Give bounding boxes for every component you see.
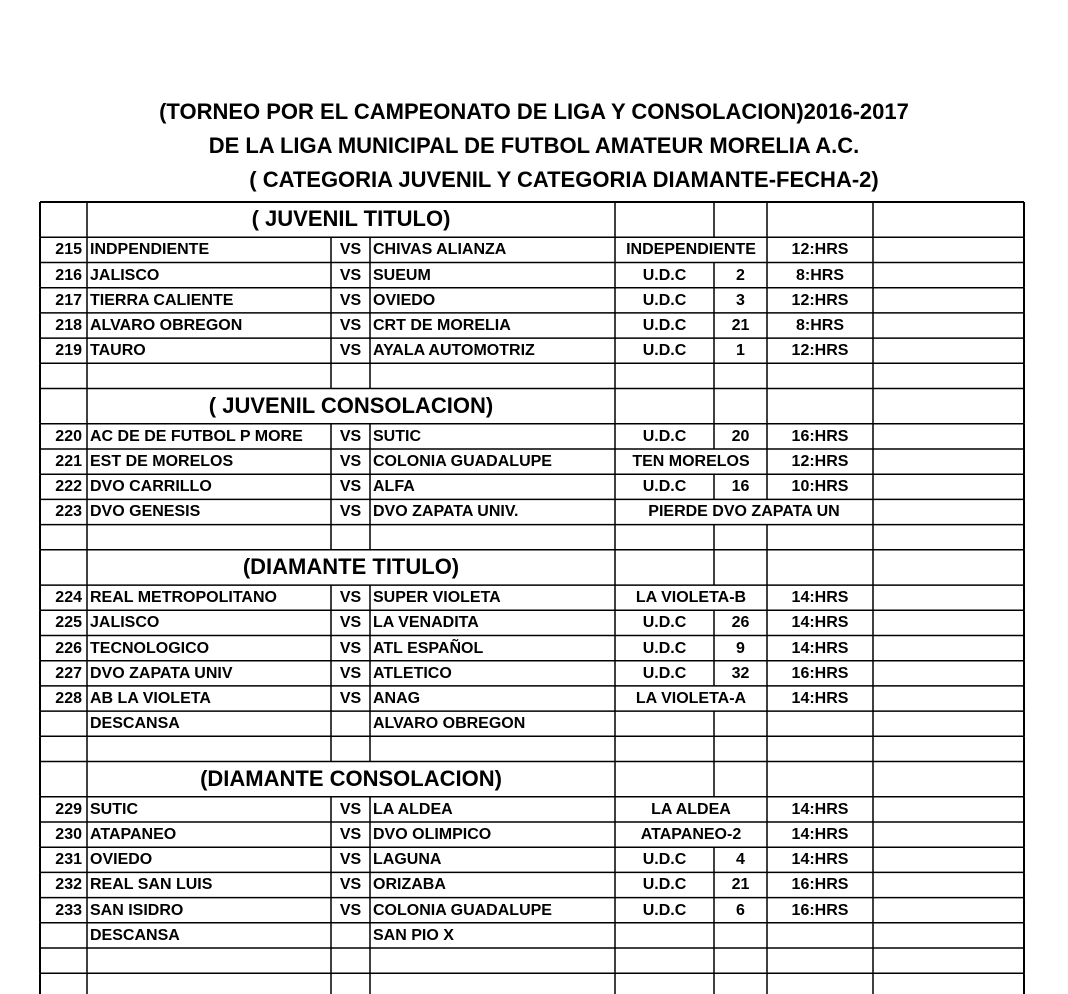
away-team: ORIZABA — [373, 876, 446, 894]
versus-label: VS — [339, 453, 362, 470]
home-team: ATAPANEO — [90, 826, 177, 843]
match-time: 8:HRS — [795, 266, 844, 284]
match-number: 224 — [55, 589, 82, 607]
home-team: DVO GENESIS — [90, 503, 201, 521]
match-time — [767, 711, 873, 736]
home-team: JALISCO — [90, 614, 160, 632]
versus-label: VS — [339, 266, 362, 284]
field-number: 26 — [731, 614, 750, 632]
away-team: DVO ZAPATA UNIV. — [373, 503, 519, 521]
match-number: 227 — [55, 664, 82, 682]
section-title: (DIAMANTE CONSOLACION) — [200, 765, 502, 791]
home-team: TECNOLOGICO — [90, 639, 210, 657]
away-team: ATLETICO — [373, 664, 452, 682]
venue: U.D.C — [642, 427, 687, 445]
field-number: 4 — [736, 851, 745, 869]
section-title: ( JUVENIL TITULO) — [251, 206, 451, 231]
header-title-line-2: DE LA LIGA MUNICIPAL DE FUTBOL AMATEUR MORELIA A.C. — [208, 133, 860, 158]
match-number — [40, 711, 82, 736]
match-time — [767, 923, 873, 948]
match-time: 12:HRS — [791, 453, 849, 470]
away-team: ATL ESPAÑOL — [373, 639, 484, 657]
venue — [615, 923, 714, 948]
match-time: 12:HRS — [791, 291, 849, 309]
field-number: 21 — [731, 876, 750, 894]
result-note: PIERDE DVO ZAPATA UN — [648, 503, 840, 521]
away-team: SUPER VIOLETA — [373, 589, 501, 607]
venue: U.D.C — [642, 291, 687, 309]
away-team: CRT DE MORELIA — [373, 316, 511, 334]
home-team: DVO ZAPATA UNIV — [90, 664, 233, 682]
match-number: 232 — [55, 876, 82, 894]
home-team: DVO CARRILLO — [90, 478, 212, 496]
versus-label: VS — [339, 664, 362, 682]
field-number — [714, 923, 767, 948]
venue: U.D.C — [642, 478, 687, 496]
section-title: ( JUVENIL CONSOLACION) — [208, 392, 494, 418]
match-time: 12:HRS — [791, 342, 849, 360]
away-team: ALVARO OBREGON — [373, 715, 526, 733]
away-team: DVO OLIMPICO — [373, 826, 492, 843]
match-time: 8:HRS — [795, 316, 844, 334]
match-time: 12:HRS — [791, 241, 849, 259]
venue: U.D.C — [642, 901, 687, 919]
away-team: SUTIC — [373, 427, 421, 445]
match-number: 223 — [55, 503, 82, 521]
match-number: 231 — [55, 851, 82, 869]
versus-label: VS — [339, 342, 362, 360]
away-team: LA ALDEA — [373, 800, 453, 818]
match-time: 16:HRS — [791, 901, 849, 919]
versus-label: VS — [339, 800, 362, 818]
field-number — [714, 711, 767, 736]
versus-label: VS — [339, 689, 362, 707]
home-team: DESCANSA — [90, 715, 180, 733]
match-number: 228 — [55, 689, 82, 707]
venue: LA VIOLETA-B — [635, 589, 747, 607]
away-team: OVIEDO — [373, 291, 436, 309]
away-team: AYALA AUTOMOTRIZ — [373, 342, 535, 360]
home-team: ALVARO OBREGON — [90, 316, 243, 334]
away-team: COLONIA GUADALUPE — [373, 453, 552, 470]
venue: U.D.C — [642, 664, 687, 682]
versus-label: VS — [339, 639, 362, 657]
versus-label: VS — [339, 291, 362, 309]
field-number: 3 — [736, 291, 745, 309]
match-time: 10:HRS — [791, 478, 849, 496]
home-team: DESCANSA — [90, 926, 180, 944]
versus-label — [331, 711, 370, 736]
venue: U.D.C — [642, 266, 687, 284]
document-header — [0, 95, 1068, 197]
match-number: 215 — [55, 241, 82, 259]
home-team: TAURO — [90, 342, 146, 360]
match-number: 225 — [55, 614, 82, 632]
venue: ATAPANEO-2 — [640, 826, 742, 843]
match-time: 16:HRS — [791, 876, 849, 894]
home-team: EST DE MORELOS — [90, 453, 234, 470]
match-time: 14:HRS — [791, 851, 849, 869]
match-number: 217 — [55, 291, 82, 309]
away-team: ALFA — [373, 478, 415, 496]
field-number: 6 — [736, 901, 745, 919]
venue: TEN MORELOS — [632, 453, 750, 470]
versus-label: VS — [339, 427, 362, 445]
venue: U.D.C — [642, 614, 687, 632]
away-team: CHIVAS ALIANZA — [373, 241, 507, 259]
match-number: 230 — [55, 826, 82, 843]
section-title: (DIAMANTE TITULO) — [242, 553, 460, 579]
match-number: 229 — [55, 800, 82, 818]
match-number: 222 — [55, 478, 82, 496]
home-team: OVIEDO — [90, 851, 153, 869]
field-number: 1 — [736, 342, 745, 360]
match-number: 216 — [55, 266, 82, 284]
field-number: 21 — [731, 316, 750, 334]
versus-label: VS — [339, 901, 362, 919]
home-team: REAL METROPOLITANO — [90, 589, 277, 607]
venue: U.D.C — [642, 639, 687, 657]
home-team: REAL SAN LUIS — [90, 876, 213, 894]
field-number: 2 — [736, 266, 745, 284]
match-time: 16:HRS — [791, 664, 849, 682]
header-title-line-1: (TORNEO POR EL CAMPEONATO DE LIGA Y CONSOLACION)2016-2017 — [159, 99, 909, 124]
versus-label: VS — [339, 241, 362, 259]
versus-label: VS — [339, 851, 362, 869]
home-team: AC DE DE FUTBOL P MORE — [90, 427, 303, 445]
match-time: 14:HRS — [791, 800, 849, 818]
header-title-line-3: ( CATEGORIA JUVENIL Y CATEGORIA DIAMANTE-FECHA-2) — [249, 167, 879, 192]
versus-label: VS — [339, 826, 362, 843]
home-team: AB LA VIOLETA — [90, 689, 211, 707]
match-number: 233 — [55, 901, 82, 919]
match-number: 218 — [55, 316, 82, 334]
venue: INDEPENDIENTE — [626, 241, 756, 259]
home-team: TIERRA CALIENTE — [90, 291, 234, 309]
home-team: INDPENDIENTE — [90, 241, 210, 259]
home-team: SAN ISIDRO — [90, 901, 184, 919]
venue: LA ALDEA — [651, 800, 731, 818]
versus-label: VS — [339, 503, 362, 521]
venue: U.D.C — [642, 876, 687, 894]
match-number: 220 — [55, 427, 82, 445]
away-team: SAN PIO X — [373, 926, 454, 944]
home-team: SUTIC — [90, 800, 138, 818]
match-time: 14:HRS — [791, 689, 849, 707]
versus-label: VS — [339, 614, 362, 632]
versus-label: VS — [339, 316, 362, 334]
match-number: 221 — [55, 453, 82, 470]
venue — [615, 711, 714, 736]
away-team: ANAG — [373, 689, 421, 707]
away-team: LA VENADITA — [373, 614, 479, 632]
away-team: LAGUNA — [373, 851, 442, 869]
match-time: 14:HRS — [791, 589, 849, 607]
home-team: JALISCO — [90, 266, 160, 284]
venue: LA VIOLETA-A — [635, 689, 747, 707]
away-team: COLONIA GUADALUPE — [373, 901, 552, 919]
versus-label: VS — [339, 589, 362, 607]
match-time: 14:HRS — [791, 614, 849, 632]
match-time: 16:HRS — [791, 427, 849, 445]
versus-label — [331, 923, 370, 948]
match-number: 226 — [55, 639, 82, 657]
venue: U.D.C — [642, 851, 687, 869]
match-number — [40, 923, 82, 948]
venue: U.D.C — [642, 342, 687, 360]
match-time: 14:HRS — [791, 639, 849, 657]
match-time: 14:HRS — [791, 826, 849, 843]
field-number: 16 — [731, 478, 750, 496]
versus-label: VS — [339, 478, 362, 496]
versus-label: VS — [339, 876, 362, 894]
field-number: 9 — [736, 639, 745, 657]
match-number: 219 — [55, 342, 82, 360]
field-number: 20 — [731, 427, 750, 445]
field-number: 32 — [731, 664, 750, 682]
venue: U.D.C — [642, 316, 687, 334]
away-team: SUEUM — [373, 266, 431, 284]
